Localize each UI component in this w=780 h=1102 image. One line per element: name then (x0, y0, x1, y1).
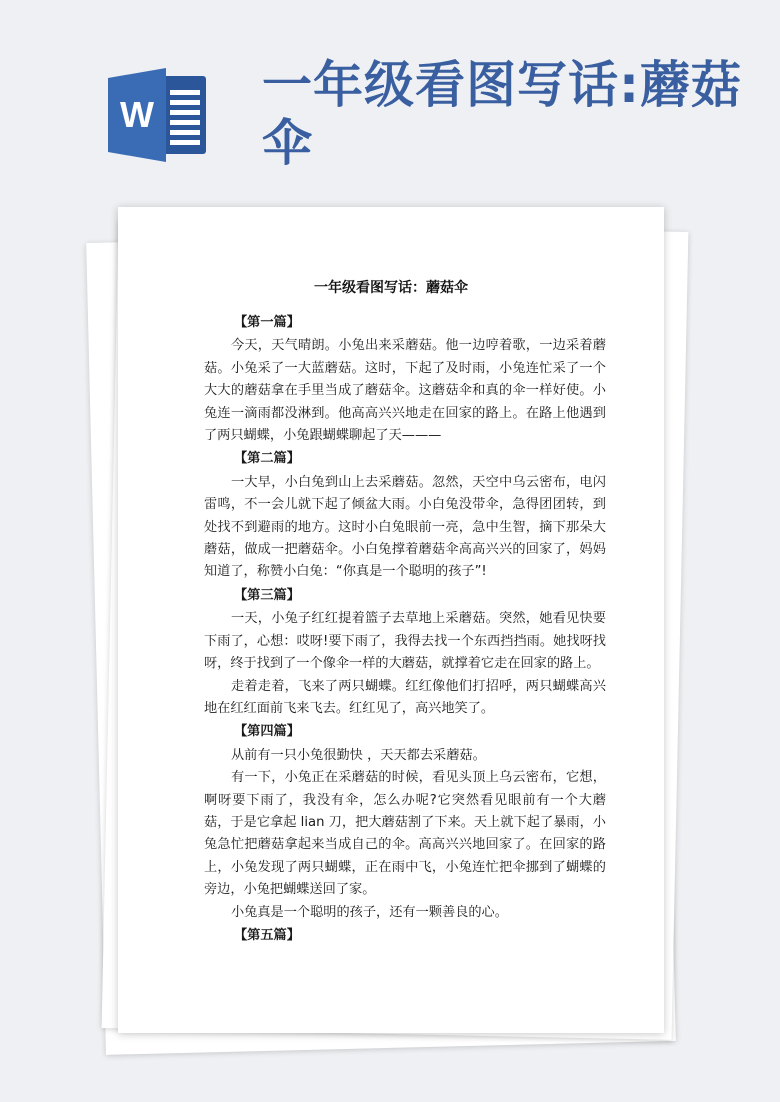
page-title: 一年级看图写话:蘑菇伞 (262, 56, 742, 172)
section-heading-4: 【第四篇】 (234, 724, 300, 740)
paragraph: 从前有一只小兔很勤快 ，天天都去采蘑菇。 (231, 747, 486, 763)
section-heading-2: 【第二篇】 (234, 451, 300, 467)
document-title: 一年级看图写话：蘑菇伞 (314, 280, 468, 296)
paragraph: 小兔真是一个聪明的孩子，还有一颗善良的心。 (231, 904, 508, 920)
section-heading-1: 【第一篇】 (234, 315, 300, 330)
section-heading-5: 【第五篇】 (234, 927, 300, 943)
paragraph: 一大早，小白兔到山上去采蘑菇。忽然，天空中乌云密布，电闪雷鸣，不一会儿就下起了倾盆大雨。小白兔没带伞，急得团团转，到处找不到避雨的地方。这时小白兔眼前一亮，急中生智，摘下那朵大蘑菇，做成一把蘑菇伞。小白兔撑着蘑菇伞高高兴兴的回家了，妈妈知道了，称赞小白兔：“你真是一个聪明的孩子”! (204, 474, 606, 580)
section-heading-3: 【第三篇】 (234, 587, 300, 603)
document-page (118, 207, 664, 1033)
paragraph: 有一下，小兔正在采蘑菇的时候，看见头顶上乌云密布，它想，啊呀要下雨了，我没有伞，怎么办呢?它突然看见眼前有一个大蘑菇，于是它拿起 lian 刀，把大蘑菇割了下来。天上就下起了暴雨，小兔急忙把蘑菇拿起来当成自己的伞。高高兴兴地回家了。在回家的路上，小兔发现了两只蝴蝶，正在雨中飞，小兔连忙把伞挪到了蝴蝶的旁边，小兔把蝴蝶送回了家。 (204, 770, 606, 898)
word-icon (108, 68, 208, 162)
document-body (204, 311, 606, 948)
paragraph: 一天，小兔子红红提着篮子去草地上采蘑菇。突然，她看见快要下雨了，心想：哎呀!要下雨了，我得去找一个东西挡挡雨。她找呀找呀，终于找到了一个像伞一样的大蘑菇，就撑着它走在回家的路上。 (204, 611, 606, 672)
paragraph: 走着走着，飞来了两只蝴蝶。红红像他们打招呼，两只蝴蝶高兴地在红红面前飞来飞去。红红见了，高兴地笑了。 (204, 678, 606, 716)
svg-text:W: W (120, 94, 154, 135)
paragraph: 今天，天气晴朗。小兔出来采蘑菇。他一边哼着歌，一边采着蘑菇。小兔采了一大蓝蘑菇。这时，下起了及时雨，小兔连忙采了一个大大的蘑菇拿在手里当成了蘑菇伞。这蘑菇伞和真的伞一样好使。小兔连一滴雨都没淋到。他高高兴兴地走在回家的路上。在路上他遇到了两只蝴蝶，小兔跟蝴蝶聊起了天——— (204, 338, 606, 444)
